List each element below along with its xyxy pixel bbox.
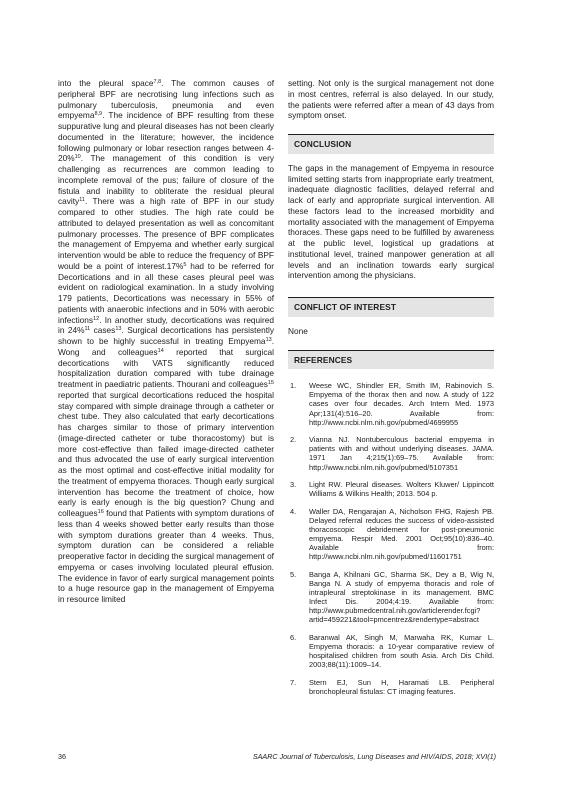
paragraph-text-run: . Wong and colleagues: [58, 336, 274, 357]
reference-text: Stern EJ, Sun H, Haramati LB. Peripheral bronchopleural fistulas: CT imaging features.: [309, 677, 494, 696]
paragraph-text-run: had to be referred for Decortications and in all these cases pleural peel was evident on radiological examination. In a study involving 179 patients, Decortications was necessary in 55% of patients with anaerobic infections and in 50% with aerobic infections: [58, 260, 274, 325]
page-footer: [58, 752, 496, 766]
reference-text: Baranwal AK, Singh M, Marwaha RK, Kumar L. Empyema thoracis: a 10-year comparative review of hospitalised children from south Asia. Arch Dis Child. 2003;88(11):1009–14.: [309, 632, 494, 670]
citation-superscript: 16: [97, 509, 104, 515]
citation-superscript: 11: [79, 197, 85, 204]
reference-number: 3.: [290, 480, 297, 490]
paragraph-text-run: . There was a high rate of BPF in our study compared to other studies. The high rate could be attributed to delayed presentation as well as concomitant pulmonary processes. The presence of BPF complicates the management of Empyema and whether early surgical intervention would be able to reduce the frequency of BPF would be a point of interest.17%: [58, 196, 274, 271]
citation-superscript: 10: [74, 154, 81, 161]
page-number: 36: [58, 752, 66, 761]
reference-list: [288, 381, 494, 696]
citation-superscript: 11: [84, 326, 91, 333]
reference-number: 4.: [290, 506, 297, 516]
reference-item: [288, 570, 494, 625]
conclusion-text: The gaps in the management of Empyema in resource limited setting starts from inappropriate early treatment, inadequate diagnostic facilities, delayed referral and lack of early and appropriate surgical intervention. All these factors lead to the increased morbidity and mortality associated with the management of Empyema thoraces. These gaps need to be fulfilled by awareness at the public level, logistical up gradations at institutional level, trained manpower generation at all levels and an inclination towards early surgical intervention among the physicians.: [288, 162, 494, 281]
discussion-paragraph: [58, 78, 274, 605]
paragraph-text-run: . The common causes of peripheral BPF are necrotising lung infections such as pulmonary tuberculosis, pneumonia and even empyema: [58, 78, 275, 121]
references-heading: REFERENCES: [288, 350, 494, 370]
citation-superscript: 12: [93, 315, 100, 322]
paragraph-text-run: found that Patients with symptom durations of less than 4 weeks showed better early results than those with symptom durations greater than 4 weeks. Thus, symptom duration can be considered a reliable preoperative factor in deciding the surgical management of empyema or cases involving loculated pleural effusion. The evidence in favor of early surgical management points to a huge resource gap in the management of Empyema in resource limited: [58, 508, 274, 604]
citation-superscript: 5: [183, 261, 187, 268]
reference-text: Vianna NJ. Nontuberculous bacterial empyema in patients with and without underlying diseases. JAMA. 1971 Jan 4;215(1):69–75. Available from: http://www.ncbi.nlm.nih.gov/pubmed/5107351: [309, 435, 494, 472]
reference-text: Banga A, Khilnani GC, Sharma SK, Dey a B, Wig N, Banga N. A study of empyema thoracis and role of intrapleural streptokinase in its management. BMC Infect Dis. 2004;4:19. Available from: http://www.pubmedcentral.nih.gov/articlerender.fcgi?artid=459221&tool=pmcentrez&rendertype=abstract: [309, 569, 494, 625]
left-column: [58, 78, 274, 605]
reference-item: [288, 435, 494, 471]
conflict-of-interest-heading: CONFLICT OF INTEREST: [288, 297, 494, 317]
citation-superscript: 14: [157, 347, 164, 354]
reference-text: Light RW. Pleural diseases. Wolters Kluwer/ Lippincott Williams & Wilkins Health; 2013. 504 p.: [309, 480, 494, 499]
paragraph-text-run: . The incidence of BPF resulting from these suppurative lung and pleural diseases has not been clearly documented in the literature; however, the incidence following pulmonary or lobar resection ranges between 4-20%: [58, 110, 274, 164]
conflict-of-interest-text: None: [288, 325, 308, 336]
reference-item: [288, 381, 494, 426]
journal-citation: SAARC Journal of Tuberculosis, Lung Diseases and HIV/AIDS, 2018; XVI(1): [252, 752, 496, 761]
citation-superscript: 7,8: [153, 79, 162, 85]
reference-item: [288, 507, 494, 562]
citation-superscript: 13: [115, 326, 122, 333]
reference-number: 5.: [290, 569, 297, 579]
conclusion-heading: CONCLUSION: [288, 134, 494, 154]
paragraph-text-run: . In another study, decortications was required in 24%: [58, 314, 274, 336]
paragraph-text-run: . The management of this condition is very challenging as recurrences are common leading to incomplete removal of the pus; failure of closure of the fistula and inability to obliterate the residual pleural cavity: [58, 153, 274, 207]
paragraph-text-run: reported that surgical decortications with VATS significantly reduced hospitalization duration compared with tube drainage treatment in paediatric patients. Thourani and colleagues: [58, 346, 274, 389]
right-column: [288, 78, 494, 704]
citation-superscript: 15: [267, 380, 274, 386]
citation-superscript: 13: [265, 337, 272, 343]
reference-text: Weese WC, Shindler ER, Smith IM, Rabinovich S. Empyema of the thorax then and now. A study of 122 cases over four decades. Arch Intern Med. 1973 Apr;131(4):516–20. Available from: http://www.ncbi.nlm.nih.gov/pubmed/4699955: [309, 381, 494, 427]
citation-superscript: 8,9: [94, 111, 103, 118]
reference-number: 7.: [290, 677, 297, 687]
discussion-continuation: setting. Not only is the surgical management not done in most centres, referral is also delayed. In our study, the patients were referred after a mean of 43 days from symptom onset.: [288, 78, 494, 121]
paragraph-text-run: reported that surgical decortications reduced the hospital stay compared with simple drainage through a catheter or chest tube. They also calculated that early decortications has charges similar to those of primary intervention (image-directed catheter or tube thoracostomy) but is more cost-effective than failed image-directed catheter and thus advocated the use of early surgical intervention as the most optimal and cost-effective initial modality for the treatment of empyema thoraces. Though early surgical intervention has become the treatment of choice, how early is early enough is the big question? Chung and colleagues: [58, 389, 274, 518]
paragraph-text-run: cases: [90, 325, 116, 336]
reference-item: [288, 480, 494, 498]
reference-number: 2.: [290, 435, 297, 445]
reference-item: [288, 678, 494, 696]
reference-item: [288, 633, 494, 669]
reference-text: Waller DA, Rengarajan A, Nicholson FHG, Rajesh PB. Delayed referral reduces the success of video-assisted thoracoscopic debridement for post-pneumonic empyema. Respir Med. 2001 Oct;95(10):836–40. Available from: http://www.ncbi.nlm.nih.gov/pubmed/11601751: [309, 506, 494, 562]
paragraph-text-run: . Surgical decortications has persistently shown to be highly successful in treating Empyema: [58, 325, 274, 346]
reference-number: 6.: [290, 632, 297, 642]
reference-number: 1.: [290, 381, 297, 391]
paragraph-text-run: into the pleural space: [58, 78, 154, 88]
